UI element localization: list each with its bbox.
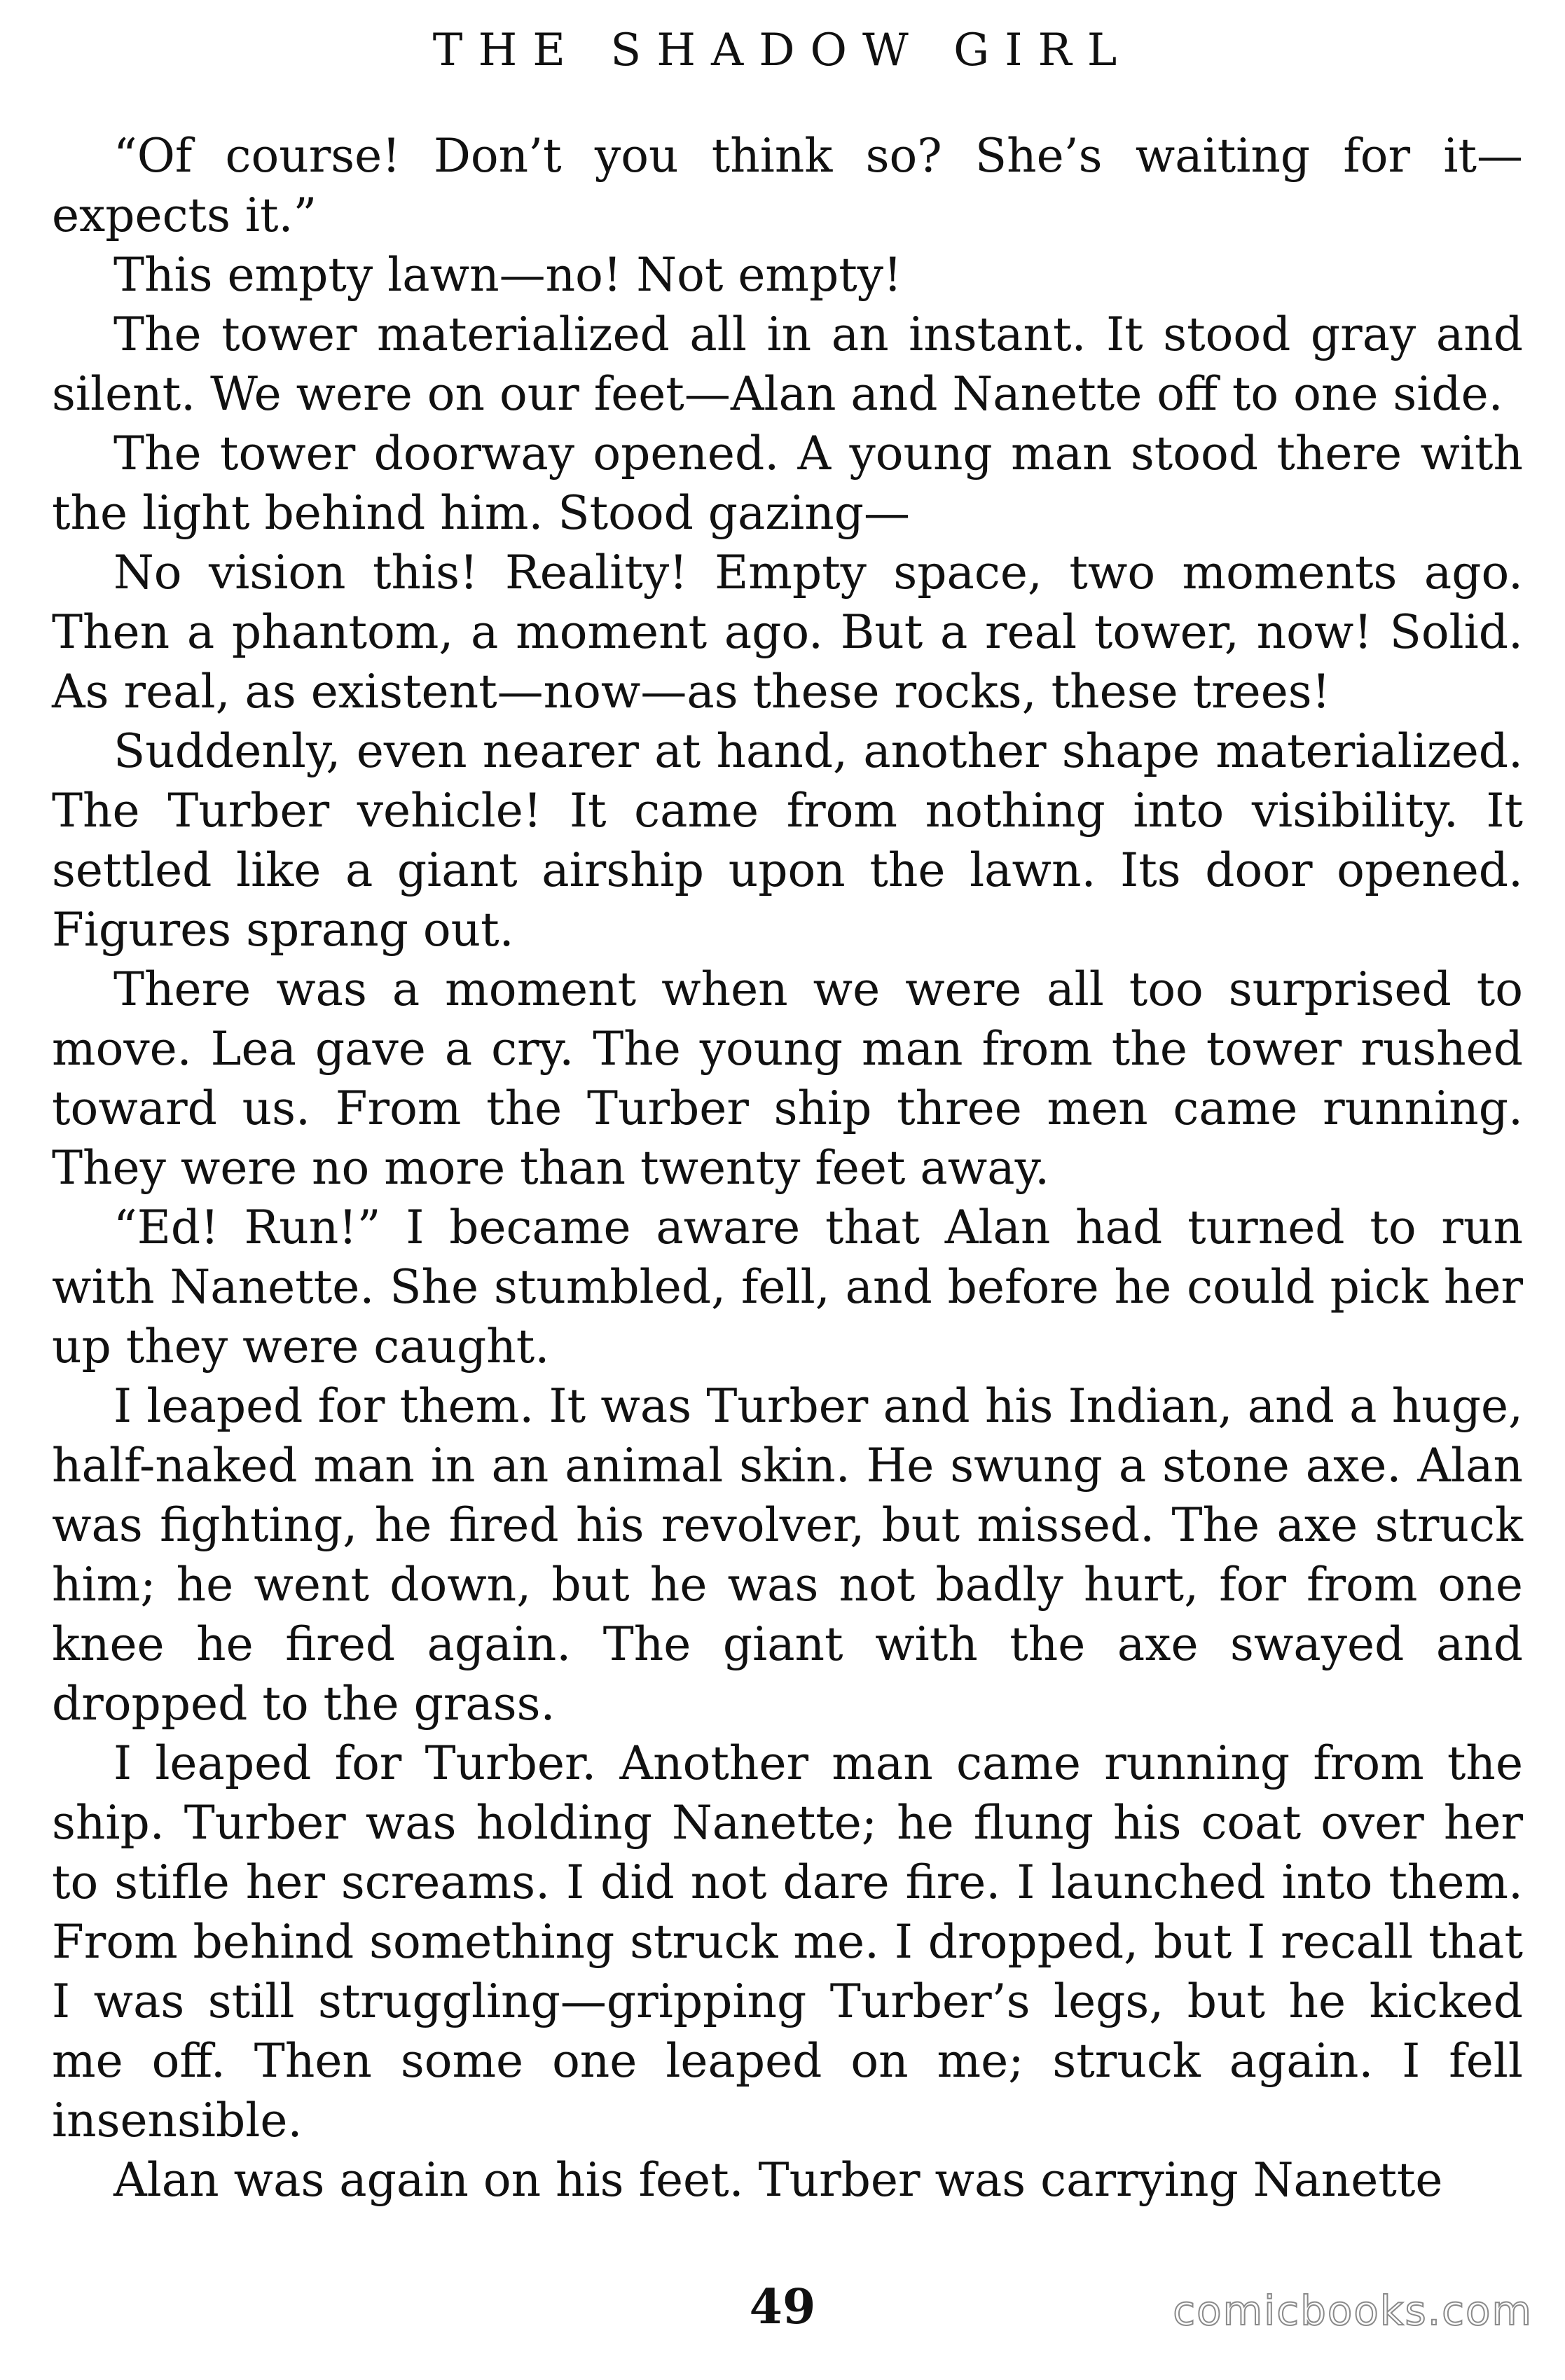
page-number: 49 [749, 2279, 816, 2335]
paragraph: The tower materialized all in an instant. It stood gray and silent. We were on our feet—Alan and Nanette off to one side. [52, 307, 1523, 421]
paragraph: “Of course! Don’t you think so? She’s waiting for it—expects it.” [52, 129, 1523, 242]
paragraph: No vision this! Reality! Empty space, two moments ago. Then a phantom, a moment ago. But a real tower, now! Solid. As real, as existent—now—as these rocks, these trees! [52, 546, 1523, 719]
paragraph: “Ed! Run!” I became aware that Alan had turned to run with Nanette. She stumbled, fell, and before he could pick her up they were caught. [52, 1201, 1523, 1374]
paragraph: There was a moment when we were all too surprised to move. Lea gave a cry. The young man from the tower rushed toward us. From the Turber ship three men came running. They were no more than twenty feet away. [52, 962, 1523, 1195]
paragraph: The tower doorway opened. A young man stood there with the light behind him. Stood gazing— [52, 427, 1523, 540]
paragraph: This empty lawn—no! Not empty! [113, 248, 902, 302]
paragraph: I leaped for Turber. Another man came running from the ship. Turber was holding Nanette; he flung his coat over her to stifle her screams. I did not dare fire. I launched into them. From behind something struck me. I dropped, but I recall that I was still struggling—gripping Turber’s legs, but he kicked me off. Then some one leaped on me; struck again. I fell insensible. [52, 1736, 1523, 2147]
watermark: comicbooks.com [1173, 2287, 1533, 2334]
paragraph: Suddenly, even nearer at hand, another shape materialized. The Turber vehicle! It came from nothing into visibility. It settled like a giant airship upon the lawn. Its door opened. Figures sprang out. [52, 724, 1523, 957]
paragraph: I leaped for them. It was Turber and his Indian, and a huge, half-naked man in an animal skin. He swung a stone axe. Alan was fighting, he fired his revolver, but missed. The axe struck him; he went down, but he was not badly hurt, for from one knee he fired again. The giant with the axe swayed and dropped to the grass. [52, 1379, 1523, 1731]
paragraph: Alan was again on his feet. Turber was carrying Nanette [113, 2153, 1443, 2207]
body-text [52, 126, 1523, 2210]
running-title: THE SHADOW GIRL [432, 25, 1133, 76]
